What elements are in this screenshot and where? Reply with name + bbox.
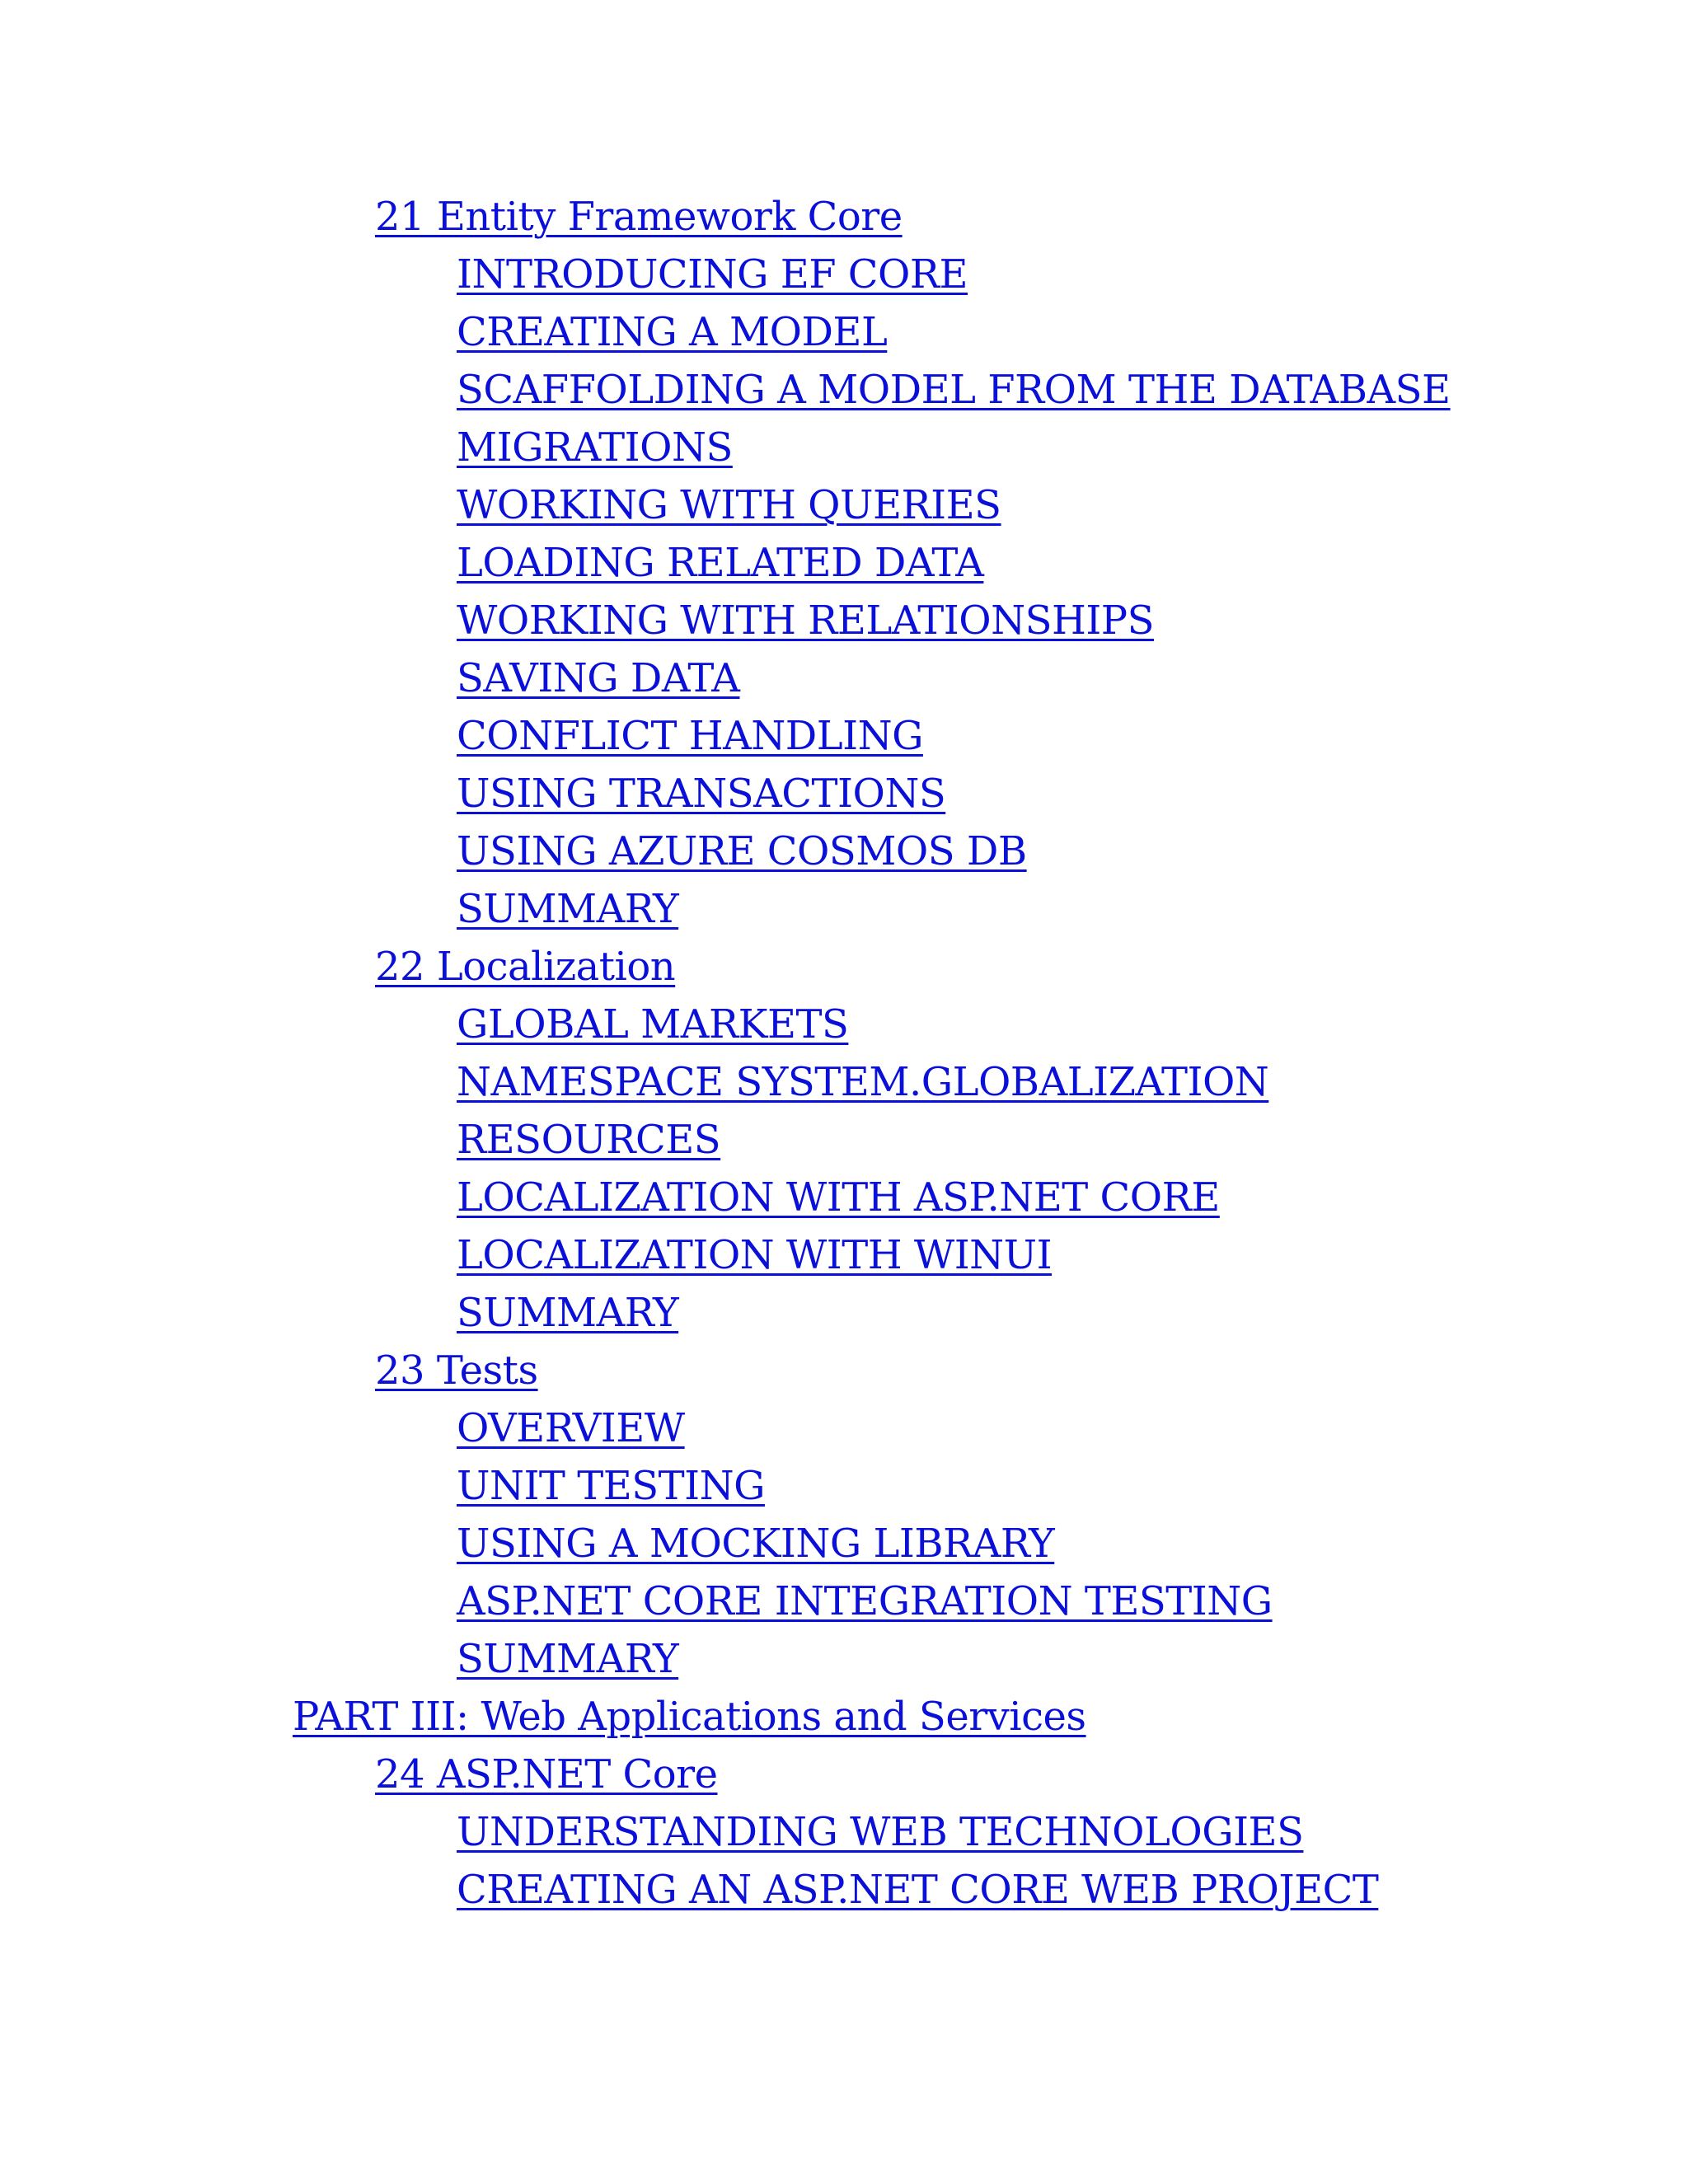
toc-section-summary-23[interactable]: SUMMARY (457, 1636, 679, 1682)
toc-chapter-22[interactable]: 22 Localization (375, 944, 676, 990)
table-of-contents (0, 188, 1688, 1919)
toc-part-3[interactable]: PART III: Web Applications and Services (293, 1694, 1086, 1740)
toc-chapter-24[interactable]: 24 ASP.NET Core (375, 1751, 718, 1797)
toc-section-resources[interactable]: RESOURCES (457, 1117, 721, 1163)
toc-section-unit-testing[interactable]: UNIT TESTING (457, 1463, 765, 1509)
toc-section-mocking-library[interactable]: USING A MOCKING LIBRARY (457, 1521, 1055, 1567)
toc-section-saving-data[interactable]: SAVING DATA (457, 655, 740, 701)
toc-section-using-azure-cosmos-db[interactable]: USING AZURE COSMOS DB (457, 828, 1027, 874)
toc-section-conflict-handling[interactable]: CONFLICT HANDLING (457, 713, 923, 759)
toc-section-creating-web-project[interactable]: CREATING AN ASP.NET CORE WEB PROJECT (457, 1867, 1379, 1913)
toc-section-namespace-globalization[interactable]: NAMESPACE SYSTEM.GLOBALIZATION (457, 1059, 1269, 1105)
toc-section-introducing-ef-core[interactable]: INTRODUCING EF CORE (457, 251, 968, 298)
toc-section-localization-winui[interactable]: LOCALIZATION WITH WINUI (457, 1232, 1053, 1278)
toc-section-working-with-relationships[interactable]: WORKING WITH RELATIONSHIPS (457, 598, 1154, 644)
toc-section-summary-21[interactable]: SUMMARY (457, 886, 679, 932)
toc-section-localization-aspnet-core[interactable]: LOCALIZATION WITH ASP.NET CORE (457, 1174, 1220, 1221)
toc-section-understanding-web-technologies[interactable]: UNDERSTANDING WEB TECHNOLOGIES (457, 1809, 1304, 1855)
toc-section-using-transactions[interactable]: USING TRANSACTIONS (457, 771, 946, 817)
toc-section-scaffolding[interactable]: SCAFFOLDING A MODEL FROM THE DATABASE (457, 367, 1451, 413)
toc-section-creating-a-model[interactable]: CREATING A MODEL (457, 309, 888, 355)
toc-section-migrations[interactable]: MIGRATIONS (457, 424, 733, 471)
toc-section-summary-22[interactable]: SUMMARY (457, 1290, 679, 1336)
toc-section-loading-related-data[interactable]: LOADING RELATED DATA (457, 540, 984, 586)
toc-chapter-21[interactable]: 21 Entity Framework Core (375, 194, 903, 240)
toc-section-working-with-queries[interactable]: WORKING WITH QUERIES (457, 482, 1001, 528)
toc-chapter-23[interactable]: 23 Tests (375, 1347, 538, 1394)
toc-section-global-markets[interactable]: GLOBAL MARKETS (457, 1001, 849, 1047)
toc-section-overview[interactable]: OVERVIEW (457, 1405, 685, 1451)
toc-section-integration-testing[interactable]: ASP.NET CORE INTEGRATION TESTING (457, 1578, 1273, 1624)
